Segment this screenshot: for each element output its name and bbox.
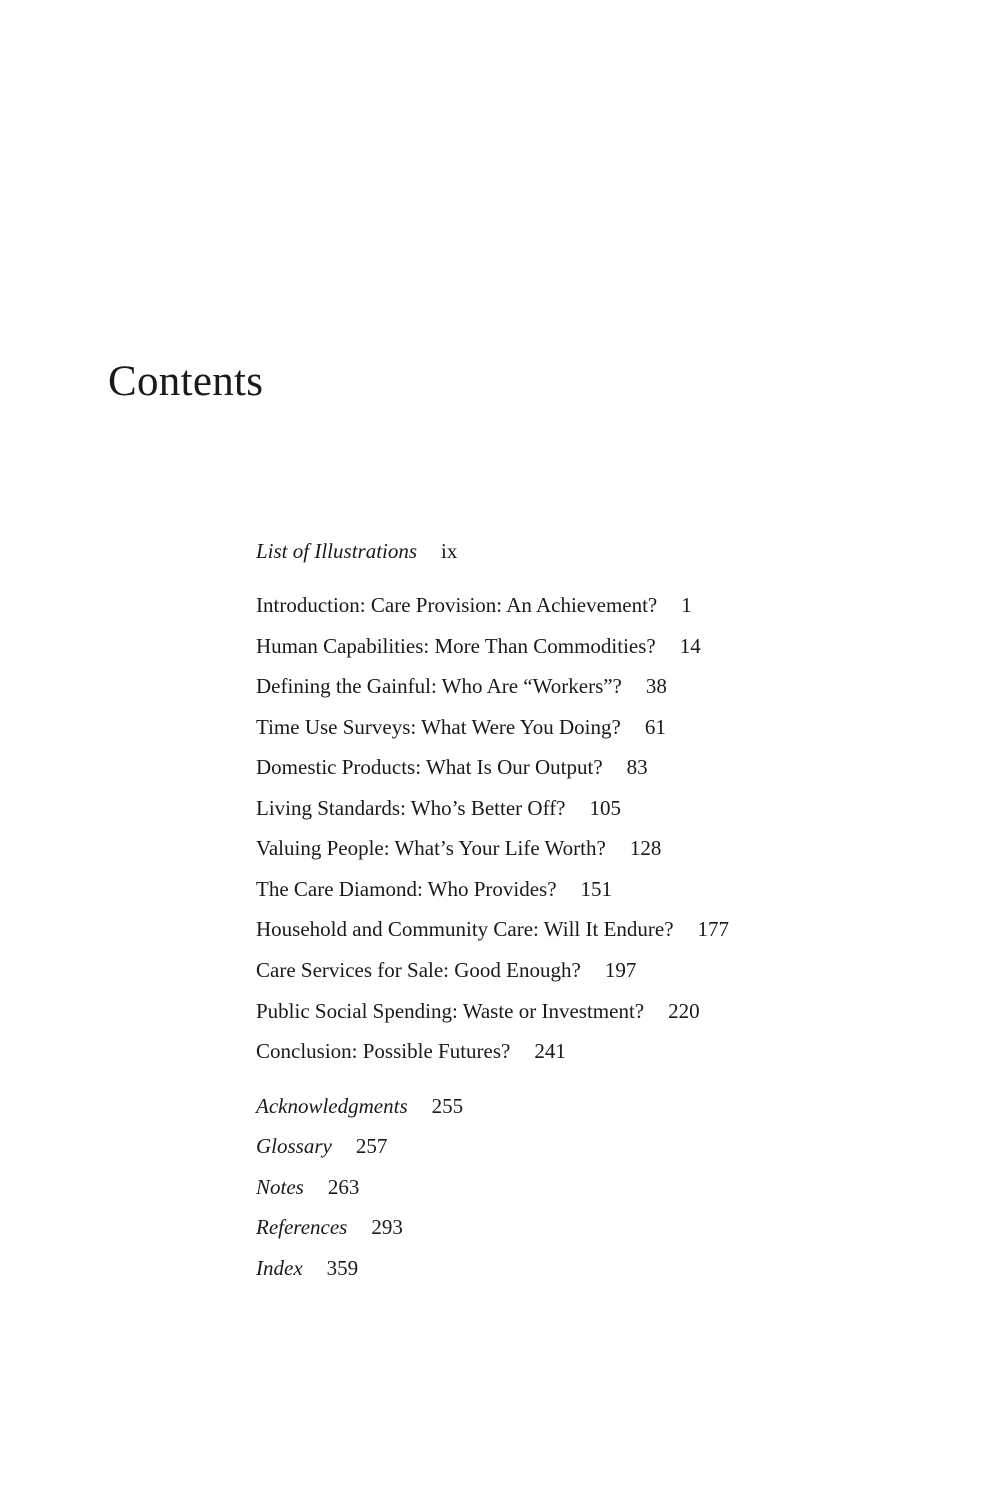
toc-entry-title: Time Use Surveys: What Were You Doing? [256, 715, 621, 739]
toc-entry-title: Acknowledgments [256, 1094, 408, 1118]
toc-entry-page: 1 [681, 593, 692, 617]
toc-entry-title: List of Illustrations [256, 539, 418, 563]
toc-entry-page: 38 [645, 674, 667, 698]
toc-entry-title: Index [256, 1256, 303, 1280]
toc-entry-page: 61 [644, 715, 666, 739]
toc-entry-title: Defining the Gainful: Who Are “Workers”? [256, 674, 622, 698]
toc-entry-title: References [256, 1215, 348, 1239]
toc-entry-page: ix [441, 539, 458, 563]
toc-entry-title: Care Services for Sale: Good Enough? [256, 958, 581, 982]
toc-entry-title: Household and Community Care: Will It Endure? [256, 917, 674, 941]
toc-entry-title: Public Social Spending: Waste or Investment? [256, 999, 645, 1023]
toc-entry-page: 151 [580, 877, 613, 901]
toc-entry-page: 105 [589, 796, 622, 820]
toc-entry-page: 263 [327, 1175, 360, 1199]
toc-entry-title: The Care Diamond: Who Provides? [256, 877, 557, 901]
toc-entry-page: 241 [534, 1039, 566, 1063]
toc-entry-title: Glossary [256, 1134, 332, 1158]
toc-entry-page: 14 [679, 634, 701, 658]
toc-entry-page: 359 [326, 1256, 359, 1280]
toc-entry-title: Living Standards: Who’s Better Off? [256, 796, 566, 820]
toc-entry-page: 128 [629, 836, 662, 860]
toc-entry-title: Conclusion: Possible Futures? [256, 1039, 511, 1063]
toc-entry-title: Domestic Products: What Is Our Output? [256, 755, 603, 779]
toc-entry-title: Human Capabilities: More Than Commodities? [256, 634, 656, 658]
toc-entry-page: 83 [626, 755, 648, 779]
toc-entry-page: 293 [371, 1215, 403, 1239]
toc-entry-title: Valuing People: What’s Your Life Worth? [256, 836, 606, 860]
toc-entry-title: Notes [256, 1175, 304, 1199]
toc-entry-page: 197 [604, 958, 637, 982]
toc-entry-title: Introduction: Care Provision: An Achievement? [256, 593, 658, 617]
toc-entry-page: 255 [431, 1094, 464, 1118]
page-title: Contents [108, 358, 264, 405]
toc-entry-page: 177 [697, 917, 730, 941]
toc-entry-page: 257 [355, 1134, 388, 1158]
toc-entry-page: 220 [668, 999, 700, 1023]
